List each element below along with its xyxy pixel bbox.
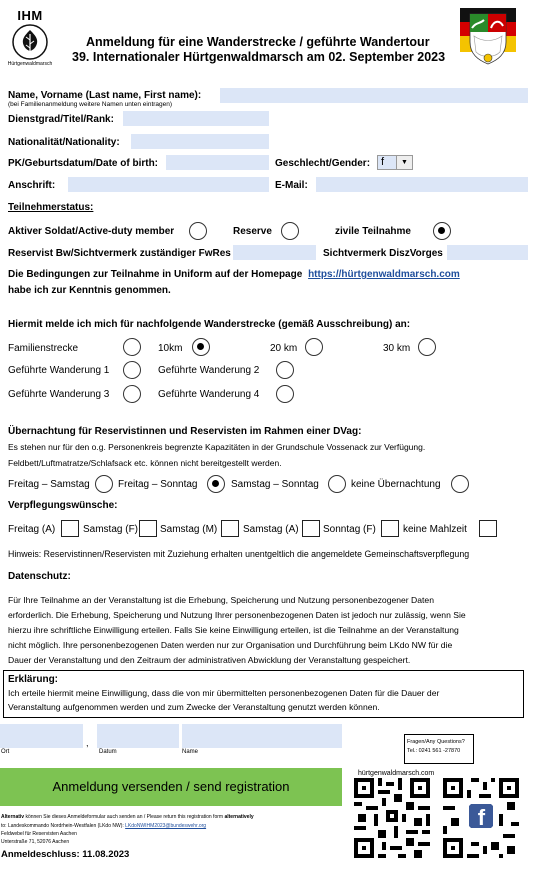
place-comma: , xyxy=(86,738,89,748)
birth-field[interactable] xyxy=(166,155,269,170)
declaration-line-2: Veranstaltung aufgenommen werden und zum Zwecke der Veranstaltung genutzt werden können. xyxy=(8,702,380,712)
date-label: Datum xyxy=(99,749,117,755)
uniform-text-2: habe ich zur Kenntnis genommen. xyxy=(8,285,171,296)
gender-value: f xyxy=(381,156,385,168)
gender-label: Geschlecht/Gender: xyxy=(275,158,371,169)
page-title-line-2: 39. Internationaler Hürtgenwaldmarsch am 02. September 2023 xyxy=(72,50,446,64)
family-route-radio[interactable] xyxy=(123,338,141,356)
privacy-heading: Datenschutz: xyxy=(8,571,71,582)
declaration-heading: Erklärung: xyxy=(8,674,59,685)
meal-fri-a-checkbox[interactable] xyxy=(61,520,79,537)
guided-2-label: Geführte Wanderung 2 xyxy=(158,365,260,376)
email-label: E-Mail: xyxy=(275,180,308,191)
status-heading: Teilnehmerstatus: xyxy=(8,202,94,213)
alternative-text xyxy=(1,814,254,820)
civil-label: zivile Teilnahme xyxy=(335,226,411,237)
birth-label: PK/Geburtsdatum/Date of birth: xyxy=(8,158,159,169)
route-30km-radio[interactable] xyxy=(418,338,436,356)
meal-sun-f-checkbox[interactable] xyxy=(381,520,399,537)
family-route-label: Familienstrecke xyxy=(8,343,79,354)
rank-field[interactable] xyxy=(123,111,269,126)
reserve-radio[interactable] xyxy=(281,222,299,240)
meal-none-checkbox[interactable] xyxy=(479,520,497,537)
active-duty-label: Aktiver Soldat/Active-duty member xyxy=(8,226,175,237)
to-line xyxy=(1,823,206,829)
lodging-none-label: keine Übernachtung xyxy=(351,479,441,490)
nrw-coat-of-arms-icon xyxy=(460,8,516,70)
guided-4-radio[interactable] xyxy=(276,385,294,403)
guided-3-radio[interactable] xyxy=(123,385,141,403)
name-label: Name, Vorname (Last name, First name): xyxy=(8,90,202,101)
to-line-text: to: Landeskommando Nordrhein-Westfalen (LKdo NW): xyxy=(1,823,126,829)
privacy-line-3: hierzu ihre schriftliche Einwilligung erteilen. Falls Sie keine Einwilligung erteilen, ist die Teilnahme an der Veranstaltung xyxy=(8,625,459,635)
address-label: Anschrift: xyxy=(8,180,56,191)
lodging-fri-sun-radio[interactable] xyxy=(207,475,225,493)
privacy-line-5: Dauer der Veranstaltung und den Zeitraum der administrativen Abwicklung der Veranstaltung gespeichert. xyxy=(8,655,411,665)
meal-sun-f-label: Sonntag (F) xyxy=(323,524,376,535)
uniform-text-body: Die Bedingungen zur Teilnahme in Uniform auf der Homepage xyxy=(8,269,303,280)
disz-field[interactable] xyxy=(447,245,528,260)
signature-name-field[interactable] xyxy=(182,724,342,748)
qr-code-facebook-icon[interactable] xyxy=(442,778,520,858)
lodging-heading: Übernachtung für Reservistinnen und Reservisten im Rahmen einer DVag: xyxy=(8,426,362,437)
meal-sat-m-checkbox[interactable] xyxy=(221,520,239,537)
meal-none-label: keine Mahlzeit xyxy=(403,524,467,535)
active-duty-radio[interactable] xyxy=(189,222,207,240)
name-field[interactable] xyxy=(220,88,528,103)
alt-body: können Sie dieses Anmeldeformular auch senden an / Please return this registration form xyxy=(24,814,225,820)
lodging-fri-sun-label: Freitag – Sonntag xyxy=(118,479,198,490)
lodging-sat-sun-label: Samstag – Sonntag xyxy=(231,479,319,490)
leaf-emblem-icon xyxy=(12,24,48,60)
route-20km-label: 20 km xyxy=(270,343,298,354)
send-registration-button[interactable] xyxy=(0,768,342,806)
guided-1-radio[interactable] xyxy=(123,361,141,379)
declaration-box xyxy=(3,670,524,718)
date-field[interactable] xyxy=(97,724,179,748)
meal-sat-f-label: Samstag (F) xyxy=(83,524,139,535)
lodging-sat-sun-radio[interactable] xyxy=(328,475,346,493)
meal-sat-a-checkbox[interactable] xyxy=(302,520,320,537)
contact-email-link[interactable]: LKdoNWIHM2023@bundeswehr.org xyxy=(125,823,207,829)
meal-sat-f-checkbox[interactable] xyxy=(139,520,157,537)
guided-3-label: Geführte Wanderung 3 xyxy=(8,389,110,400)
lodging-none-radio[interactable] xyxy=(451,475,469,493)
address-line-1: Feldwebel für Reservisten Aachen xyxy=(1,831,77,837)
place-field[interactable] xyxy=(0,724,83,748)
deadline: Anmeldeschluss: 11.08.2023 xyxy=(1,849,130,860)
privacy-text xyxy=(8,593,524,668)
route-20km-radio[interactable] xyxy=(305,338,323,356)
meal-fri-a-label: Freitag (A) xyxy=(8,524,56,535)
privacy-line-1: Für Ihre Teilnahme an der Veranstaltung ist die Erhebung, Speicherung und Nutzung personenbezogener Daten xyxy=(8,595,434,605)
lodging-fri-sat-radio[interactable] xyxy=(95,475,113,493)
website-label: hürtgenwaldmarsch.com xyxy=(358,770,435,777)
alt-suffix: alternatively xyxy=(224,814,254,820)
privacy-line-2: erforderlich. Die Erhebung, Speicherung und Nutzung Ihrer personenbezogenen Daten ist jedoch nur zulässig, wenn Sie xyxy=(8,610,466,620)
lodging-line-1: Es stehen nur für den o.g. Personenkreis begrenzte Kapazitäten in der Grundschule Vossenack zur Verfügung. xyxy=(8,442,426,452)
route-heading: Hiermit melde ich mich für nachfolgende Wanderstrecke (gemäß Ausschreibung) an: xyxy=(8,319,411,330)
rank-label: Dienstgrad/Titel/Rank: xyxy=(8,114,114,125)
gender-select[interactable] xyxy=(377,155,413,170)
reservist-field[interactable] xyxy=(233,245,316,260)
guided-2-radio[interactable] xyxy=(276,361,294,379)
questions-label: Fragen/Any Questions? xyxy=(407,739,465,745)
questions-box xyxy=(404,734,474,764)
logo-subtitle: Hürtgenwaldmarsch xyxy=(7,61,53,67)
place-label: Ort xyxy=(1,749,10,755)
signature-name-label: Name xyxy=(182,749,199,755)
privacy-line-4: nicht möglich. Ihre personenbezogenen Daten werden nur zur Organisation und Durchführung beim LKdo NW für die xyxy=(8,640,453,650)
homepage-link[interactable]: https://hürtgenwaldmarsch.com xyxy=(308,269,460,280)
lodging-line-2: Feldbett/Luftmatratze/Schlafsack etc. können nicht bereitgestellt werden. xyxy=(8,458,282,468)
address-field[interactable] xyxy=(68,177,269,192)
route-30km-label: 30 km xyxy=(383,343,411,354)
reserve-label: Reserve xyxy=(233,226,272,237)
civil-radio[interactable] xyxy=(433,222,451,240)
svg-text:f: f xyxy=(477,805,486,831)
route-10km-label: 10km xyxy=(158,343,183,354)
meals-hint: Hinweis: Reservistinnen/Reservisten mit Zuziehung erhalten unentgeltlich die angemeldete Gemeinschaftsverpflegung xyxy=(8,549,470,559)
send-registration-label: Anmeldung versenden / send registration xyxy=(52,779,290,794)
chevron-down-icon[interactable]: ▼ xyxy=(396,156,412,169)
meal-sat-a-label: Samstag (A) xyxy=(243,524,299,535)
ihm-logo xyxy=(8,8,52,70)
logo-text: IHM xyxy=(17,8,43,23)
disz-label: Sichtvermerk DiszVorges xyxy=(323,248,443,259)
meals-heading: Verpflegungswünsche: xyxy=(8,500,118,511)
declaration-line-1: Ich erteile hiermit meine Einwilligung, dass die von mir übermittelten personenbezogenen Daten für die Dauer der xyxy=(8,688,440,698)
reservist-label: Reservist Bw/Sichtvermerk zuständiger FwRes xyxy=(8,248,231,259)
email-field[interactable] xyxy=(316,177,528,192)
qr-code-website-icon[interactable] xyxy=(354,778,430,858)
guided-4-label: Geführte Wanderung 4 xyxy=(158,389,260,400)
questions-phone: Tel.: 0241 561 -27870 xyxy=(407,748,461,754)
route-10km-radio[interactable] xyxy=(192,338,210,356)
guided-1-label: Geführte Wanderung 1 xyxy=(8,365,110,376)
uniform-text xyxy=(8,269,460,280)
alt-prefix: Alternativ xyxy=(1,814,25,820)
nationality-label: Nationalität/Nationality: xyxy=(8,137,120,148)
meal-sat-m-label: Samstag (M) xyxy=(160,524,218,535)
nationality-field[interactable] xyxy=(131,134,269,149)
name-note: (bei Familienanmeldung weitere Namen unten eintragen) xyxy=(8,101,173,108)
page-title-line-1: Anmeldung für eine Wanderstrecke / geführte Wandertour xyxy=(86,35,430,49)
lodging-fri-sat-label: Freitag – Samstag xyxy=(8,479,90,490)
address-line-2: Unterstraße 71, 52076 Aachen xyxy=(1,839,70,845)
